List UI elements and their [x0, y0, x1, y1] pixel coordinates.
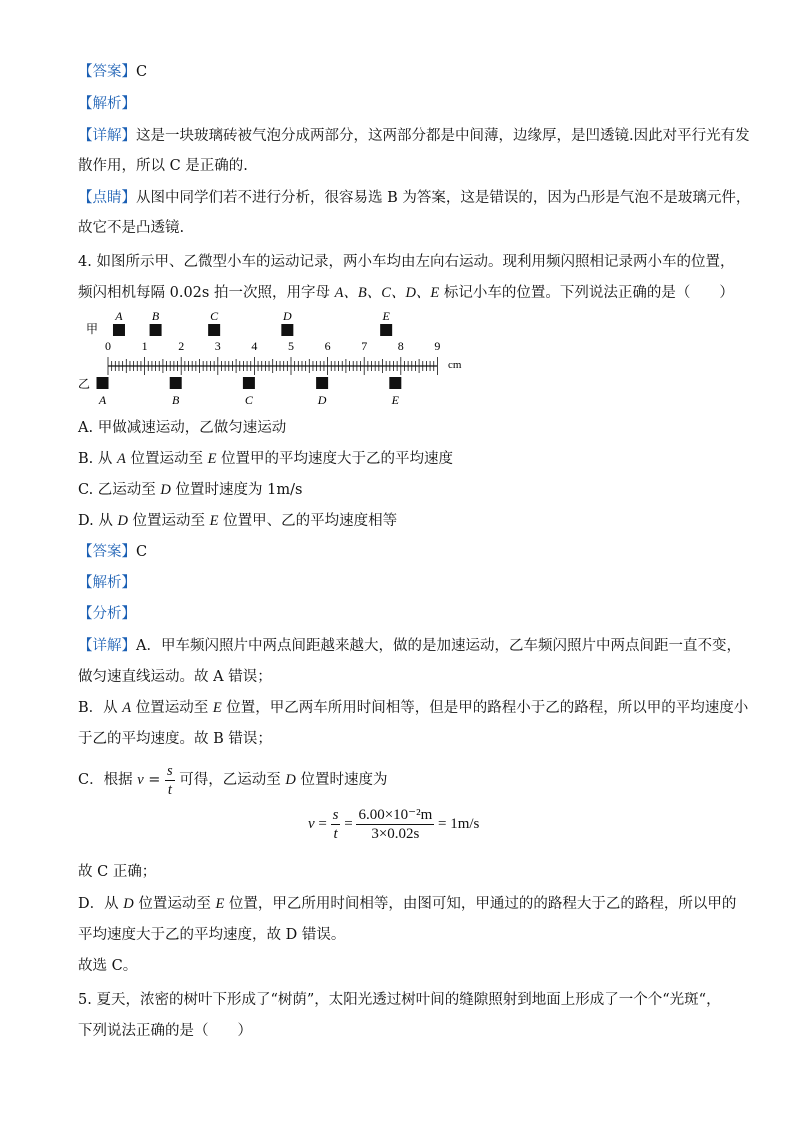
motion-figure: [72, 306, 472, 410]
ruler-number: 8: [397, 339, 404, 353]
q4-detail-a-line1: [78, 636, 741, 656]
jia-position-letter: D: [283, 309, 292, 323]
ruler-number: 9: [434, 339, 441, 353]
ruler-number: 2: [178, 339, 185, 353]
text: 位置运动至: [127, 513, 210, 529]
ruler-number: 0: [105, 339, 111, 353]
q4-stem-line1: 4. 如图所示甲、乙微型小车的运动记录，两小车均由左向右运动。现利用频闪照相记录两小车的位置，: [78, 254, 735, 270]
dianjing-tag: 【点睛】: [78, 190, 136, 206]
text: D. 从: [78, 513, 118, 529]
text: C. 乙运动至: [78, 482, 161, 498]
q3-answer: [78, 62, 147, 82]
dianjing-text: 从图中同学们若不进行分析，很容易选 B 为答案，这是错误的，因为凸形是气泡不是玻璃元件，: [136, 190, 751, 206]
text: 可得，乙运动至: [174, 772, 286, 788]
ruler-number: 5: [288, 339, 294, 353]
q4-detail-a-line2: 做匀速直线运动。故 A 错误；: [78, 669, 272, 685]
text: 位置甲的平均速度大于乙的平均速度: [216, 451, 454, 467]
yi-position-letter: C: [244, 393, 253, 407]
detail-tag: 【详解】: [78, 638, 136, 654]
q3-detail-line2: 散作用，所以 C 是正确的.: [78, 158, 248, 174]
yi-label: 乙: [78, 377, 91, 391]
q4-detail-c-end: 故 C 正确；: [78, 864, 157, 880]
text: 位置时速度为: [295, 772, 388, 788]
ruler-number: 3: [214, 339, 221, 353]
letter: E: [207, 451, 217, 467]
denominator: 3×0.02s: [371, 826, 420, 842]
letter: D: [160, 482, 171, 498]
text: 位置运动至: [125, 451, 208, 467]
detail-text: A．甲车频闪照片中两点间距越来越大，做的是加速运动，乙车频闪照片中两点间距一直不变，: [136, 638, 741, 654]
jia-position-letter: A: [115, 309, 123, 323]
denominator: t: [333, 826, 338, 842]
ruler-number: 4: [251, 339, 258, 353]
ruler-number: 7: [361, 339, 368, 353]
q5-stem-line2: 下列说法正确的是（ ）: [78, 1023, 252, 1039]
text: 位置时速度为 1m/s: [170, 482, 303, 498]
jiexi-tag: 【解析】: [78, 575, 136, 591]
answer-tag: 【答案】: [78, 64, 136, 80]
letter: E: [209, 513, 219, 529]
text: B. 从: [78, 451, 117, 467]
q4-detail-d-line2: 平均速度大于乙的平均速度，故 D 错误。: [78, 927, 346, 943]
letter: D: [123, 896, 134, 912]
text: B．从: [78, 700, 123, 716]
ruler-number: 6: [324, 339, 331, 353]
yi-car-mark: [316, 377, 328, 389]
q4-option-a: A. 甲做减速运动，乙做匀速运动: [78, 420, 287, 436]
detail-tag: 【详解】: [78, 128, 136, 144]
numerator: 6.00×10⁻²m: [358, 807, 433, 823]
q3-dianjing-line2: 故它不是凸透镜.: [78, 220, 185, 236]
text: 位置，甲乙所用时间相等，由图可知，甲通过的的路程大于乙的路程，所以甲的: [224, 896, 737, 912]
q4-option-b: [78, 449, 453, 469]
q4-detail-b-line2: 于乙的平均速度。故 B 错误；: [78, 731, 272, 747]
fraction-s-t: [331, 806, 341, 843]
q5-stem-line1: 5. 夏天，浓密的树叶下形成了“树荫”，太阳光透过树叶间的缝隙照射到地面上形成了一个个“光斑“，: [78, 992, 721, 1008]
jia-label: 甲: [86, 322, 99, 336]
velocity-equation: [308, 806, 479, 843]
yi-car-mark: [389, 377, 401, 389]
text: 位置甲、乙的平均速度相等: [218, 513, 398, 529]
stem-letters: A、B、C、D、E: [334, 285, 440, 301]
answer-value: C: [136, 64, 148, 80]
text: 位置，甲乙两车所用时间相等，但是甲的路程小于乙的路程，所以甲的平均速度小: [221, 700, 749, 716]
equals: =: [344, 815, 353, 832]
text: 位置运动至: [133, 896, 216, 912]
numerator: s: [332, 807, 339, 823]
letter: A: [116, 451, 126, 467]
letter: E: [215, 896, 225, 912]
var-v: v: [137, 772, 144, 788]
q4-final: 故选 C。: [78, 958, 138, 974]
q3-detail-line1: [78, 126, 750, 146]
jia-position-letter: C: [210, 309, 219, 323]
jia-car-mark: [113, 324, 125, 336]
yi-car-mark: [97, 377, 109, 389]
answer-value: C: [136, 544, 148, 560]
q4-option-c: [78, 480, 302, 500]
yi-position-letter: E: [391, 393, 399, 407]
q4-fenxi: [78, 604, 136, 624]
jiexi-tag: 【解析】: [78, 96, 136, 112]
q4-detail-d-line1: [78, 894, 736, 914]
fenxi-tag: 【分析】: [78, 606, 136, 622]
stem-text: 标记小车的位置。下列说法正确的是（ ）: [439, 285, 734, 301]
jia-position-letter: B: [151, 309, 160, 323]
equals: =: [148, 772, 161, 788]
yi-car-mark: [243, 377, 255, 389]
q4-jiexi: [78, 573, 136, 593]
jia-car-mark: [150, 324, 162, 336]
text: C．根据: [78, 772, 138, 788]
letter: E: [212, 700, 222, 716]
q4-stem-line2: [78, 283, 734, 303]
q4-answer: [78, 542, 147, 562]
q4-detail-c-line1: [78, 760, 388, 800]
q3-jiexi: [78, 94, 136, 114]
fraction-values: [356, 806, 434, 843]
text: D．从: [78, 896, 124, 912]
text: 位置运动至: [131, 700, 213, 716]
letter: D: [117, 513, 128, 529]
var-v: v: [308, 815, 315, 832]
inline-fraction: [165, 762, 175, 799]
unit-label: cm: [448, 359, 462, 371]
ruler-number: 1: [141, 339, 148, 353]
yi-position-letter: A: [98, 393, 107, 407]
letter: D: [285, 772, 296, 788]
yi-position-letter: B: [172, 393, 180, 407]
jia-position-letter: E: [382, 309, 390, 323]
equals: =: [318, 815, 327, 832]
letter: A: [122, 700, 132, 716]
numerator: s: [167, 762, 173, 779]
stem-text: 频闪相机每隔 0.02s 拍一次照，用字母: [78, 285, 335, 301]
q4-detail-b-line1: [78, 698, 748, 718]
jia-car-mark: [208, 324, 220, 336]
q3-dianjing-line1: [78, 188, 750, 208]
yi-position-letter: D: [317, 393, 327, 407]
jia-car-mark: [380, 324, 392, 336]
jia-car-mark: [281, 324, 293, 336]
detail-text: 这是一块玻璃砖被气泡分成两部分，这两部分都是中间薄，边缘厚，是凹透镜.因此对平行光有发: [136, 128, 750, 144]
q4-option-d: [78, 511, 397, 531]
answer-tag: 【答案】: [78, 544, 136, 560]
denominator: t: [167, 781, 172, 798]
yi-car-mark: [170, 377, 182, 389]
result: = 1m/s: [438, 815, 480, 832]
